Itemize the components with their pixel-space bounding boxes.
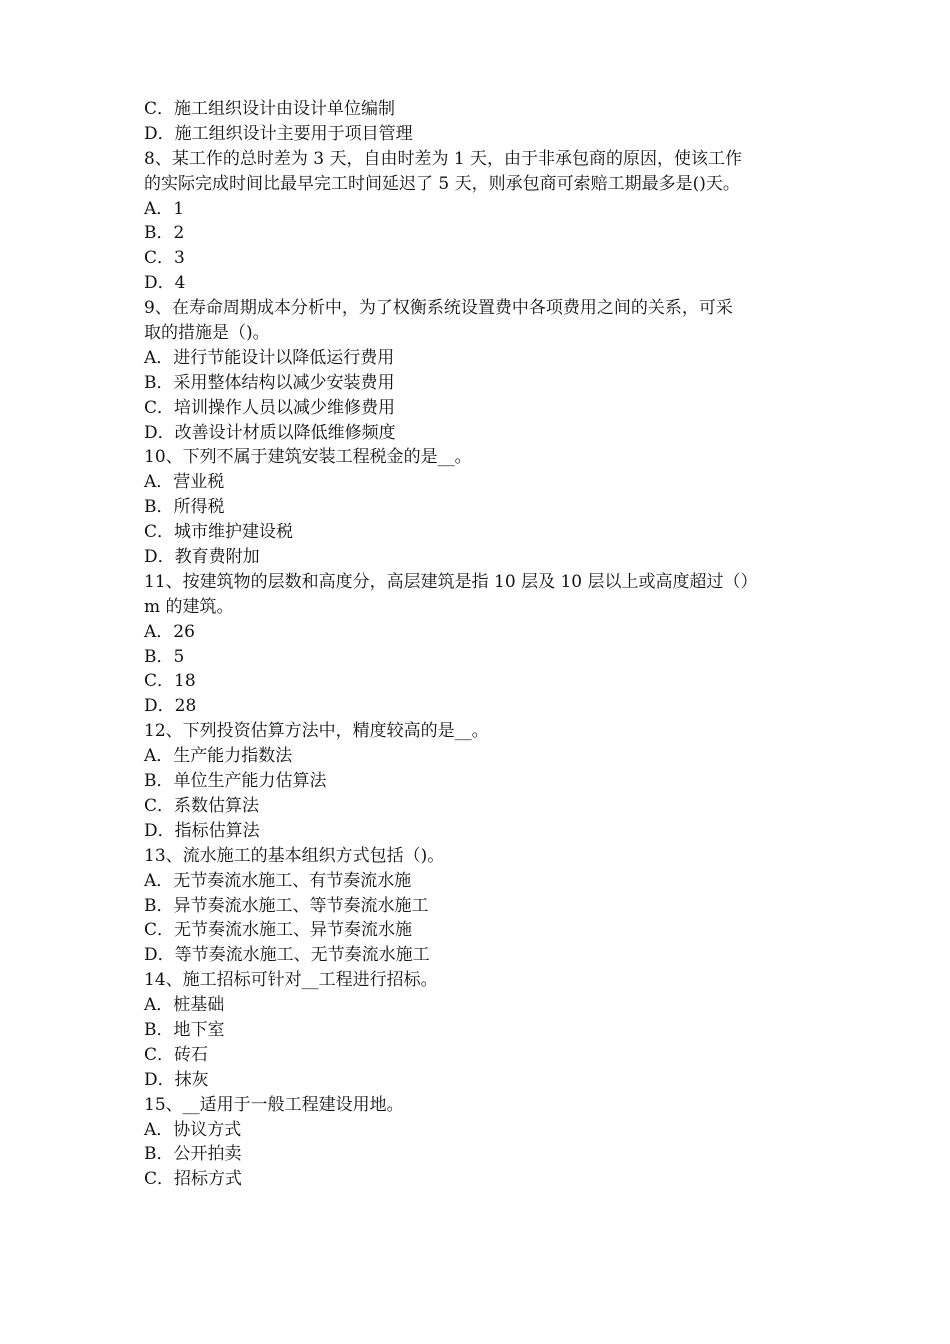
question-11-line-1: 11、按建筑物的层数和高度分，高层建筑是指 10 层及 10 层以上或高度超过（）	[144, 571, 758, 592]
question-15: 15、__适用于一般工程建设用地。	[144, 1094, 404, 1115]
q8-option-a: A．1	[144, 198, 185, 219]
q11-option-a: A．26	[144, 621, 195, 642]
q9-option-b: B．采用整体结构以减少安装费用	[144, 372, 395, 393]
question-8-line-2: 的实际完成时间比最早完工时间延迟了 5 天，则承包商可索赔工期最多是()天。	[144, 173, 740, 194]
q15-option-c: C．招标方式	[144, 1169, 243, 1190]
q9-option-d: D．改善设计材质以降低维修频度	[144, 422, 396, 443]
question-12: 12、下列投资估算方法中，精度较高的是__。	[144, 721, 489, 742]
q10-option-c: C．城市维护建设税	[144, 522, 294, 543]
question-8-line-1: 8、某工作的总时差为 3 天，自由时差为 1 天，由于非承包商的原因，使该工作	[144, 148, 743, 169]
q8-option-d: D．4	[144, 273, 186, 294]
q12-option-d: D．指标估算法	[144, 820, 260, 841]
question-9-line-2: 取的措施是（)。	[144, 323, 270, 344]
question-13: 13、流水施工的基本组织方式包括（)。	[144, 845, 445, 866]
q15-option-a: A．协议方式	[144, 1119, 242, 1140]
q12-option-c: C．系数估算法	[144, 795, 260, 816]
q12-option-a: A．生产能力指数法	[144, 746, 293, 767]
q11-option-d: D．28	[144, 696, 197, 717]
question-14: 14、施工招标可针对__工程进行招标。	[144, 970, 438, 991]
option-c-line: C．施工组织设计由设计单位编制	[144, 99, 396, 119]
q13-option-b: B．异节奏流水施工、等节奏流水施工	[144, 895, 429, 916]
q13-option-a: A．无节奏流水施工、有节奏流水施	[144, 870, 412, 891]
q10-option-b: B．所得税	[144, 497, 225, 518]
q14-option-b: B．地下室	[144, 1019, 225, 1040]
q14-option-d: D．抹灰	[144, 1069, 209, 1090]
option-d-line: D．施工组织设计主要用于项目管理	[144, 123, 413, 144]
q14-option-a: A．桩基础	[144, 995, 225, 1016]
q14-option-c: C．砖石	[144, 1044, 209, 1065]
q10-option-a: A．营业税	[144, 472, 225, 493]
q13-option-d: D．等节奏流水施工、无节奏流水施工	[144, 945, 430, 966]
q11-option-c: C．18	[144, 671, 196, 692]
q8-option-c: C．3	[144, 248, 185, 269]
q9-option-c: C．培训操作人员以减少维修费用	[144, 397, 396, 418]
question-11-line-2: m 的建筑。	[144, 596, 234, 617]
q9-option-a: A．进行节能设计以降低运行费用	[144, 347, 395, 368]
question-10: 10、下列不属于建筑安装工程税金的是__。	[144, 447, 472, 468]
q10-option-d: D．教育费附加	[144, 547, 260, 568]
q8-option-b: B．2	[144, 223, 185, 244]
q11-option-b: B．5	[144, 646, 185, 667]
q13-option-c: C．无节奏流水施工、异节奏流水施	[144, 920, 413, 941]
question-9-line-1: 9、在寿命周期成本分析中，为了权衡系统设置费中各项费用之间的关系，可采	[144, 298, 733, 319]
q15-option-b: B．公开拍卖	[144, 1144, 242, 1165]
q12-option-b: B．单位生产能力估算法	[144, 771, 327, 792]
page-content	[144, 97, 809, 1192]
